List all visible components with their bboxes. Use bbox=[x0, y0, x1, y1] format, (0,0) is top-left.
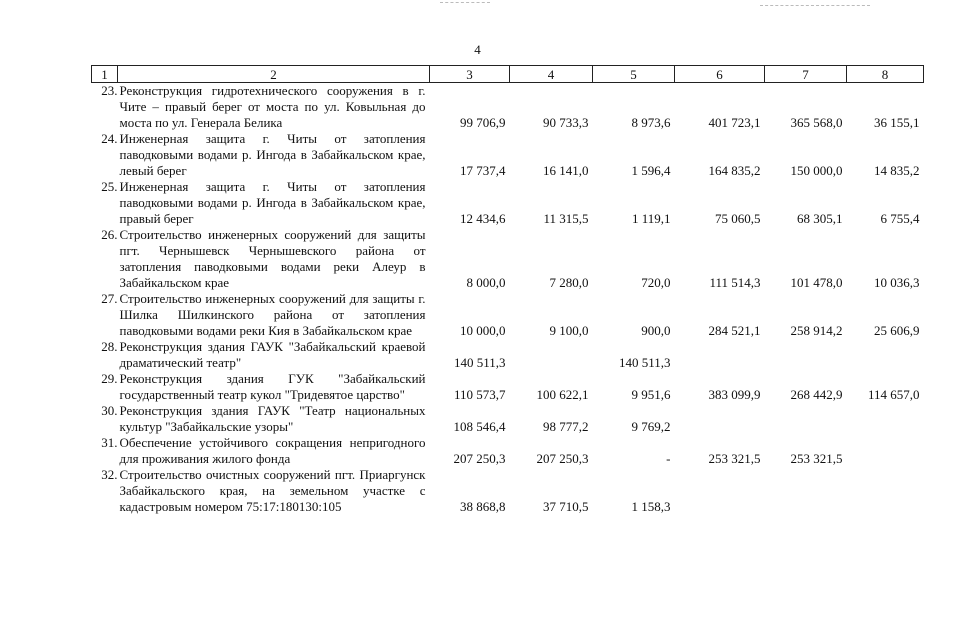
scan-artifact bbox=[440, 2, 490, 4]
value-cell-col6: 253 321,5 bbox=[708, 451, 761, 466]
table-row bbox=[92, 227, 924, 291]
object-name: Инженерная защита г. Читы от затопления паводковыми водами р. Ингода в Забайкальском крае, левый берег bbox=[119, 131, 426, 178]
value-cell-col3: 10 000,0 bbox=[460, 323, 506, 338]
value-cell-col5: 9 769,2 bbox=[631, 419, 671, 434]
value-cell-col8: 6 755,4 bbox=[880, 211, 920, 226]
value-cell-col3: 17 737,4 bbox=[460, 163, 506, 178]
value-cell-col5: - bbox=[666, 451, 671, 466]
value-cell-col3: 38 868,8 bbox=[460, 499, 506, 514]
value-cell-col4 bbox=[510, 339, 593, 371]
value-cell-col8 bbox=[847, 339, 924, 371]
value-cell-col6 bbox=[675, 403, 765, 435]
value-cell-col6: 284 521,1 bbox=[708, 323, 761, 338]
table-row bbox=[92, 435, 924, 467]
value-cell-col5: 140 511,3 bbox=[618, 355, 671, 370]
value-cell-col4: 11 315,5 bbox=[543, 211, 589, 226]
value-cell-col5: 1 596,4 bbox=[631, 163, 671, 178]
table-row bbox=[92, 403, 924, 435]
value-cell-col4: 9 100,0 bbox=[549, 323, 589, 338]
value-cell-col3: 207 250,3 bbox=[453, 451, 506, 466]
table-row bbox=[92, 291, 924, 339]
row-number: 26. bbox=[101, 227, 118, 242]
table-row bbox=[92, 371, 924, 403]
value-cell-col4: 16 141,0 bbox=[543, 163, 589, 178]
table-row bbox=[92, 179, 924, 227]
budget-table bbox=[91, 65, 924, 515]
object-name: Реконструкция гидротехнического сооружения в г. Чите – правый берег от моста по ул. Ковыльная до моста по ул. Генерала Белика bbox=[119, 83, 426, 130]
column-header: 1 bbox=[92, 66, 118, 83]
value-cell-col8 bbox=[847, 467, 924, 515]
row-number: 29. bbox=[101, 371, 118, 386]
value-cell-col4: 90 733,3 bbox=[543, 115, 589, 130]
value-cell-col8: 36 155,1 bbox=[874, 115, 920, 130]
value-cell-col8: 14 835,2 bbox=[874, 163, 920, 178]
value-cell-col5: 1 119,1 bbox=[631, 211, 671, 226]
value-cell-col8: 114 657,0 bbox=[867, 387, 920, 402]
value-cell-col4: 37 710,5 bbox=[543, 499, 589, 514]
value-cell-col6: 164 835,2 bbox=[708, 163, 761, 178]
value-cell-col3: 99 706,9 bbox=[460, 115, 506, 130]
object-name: Инженерная защита г. Читы от затопления паводковыми водами р. Ингода в Забайкальском крае, правый берег bbox=[119, 179, 426, 226]
value-cell-col7 bbox=[765, 339, 847, 371]
object-name: Строительство очистных сооружений пгт. Приаргунск Забайкальского края, на земельном участке с кадастровым номером 75:17:180130:105 bbox=[119, 467, 426, 514]
value-cell-col7: 101 478,0 bbox=[790, 275, 843, 290]
value-cell-col4: 7 280,0 bbox=[549, 275, 589, 290]
table-row bbox=[92, 339, 924, 371]
row-number: 30. bbox=[101, 403, 118, 418]
scan-artifact bbox=[760, 5, 870, 7]
row-number: 24. bbox=[101, 131, 118, 146]
column-header: 7 bbox=[765, 66, 847, 83]
value-cell-col5: 9 951,6 bbox=[631, 387, 671, 402]
value-cell-col4: 207 250,3 bbox=[536, 451, 589, 466]
value-cell-col5: 720,0 bbox=[641, 275, 671, 290]
table-header-row bbox=[92, 66, 924, 83]
value-cell-col6: 111 514,3 bbox=[709, 275, 761, 290]
value-cell-col5: 8 973,6 bbox=[631, 115, 671, 130]
value-cell-col7: 150 000,0 bbox=[790, 163, 843, 178]
table-row bbox=[92, 467, 924, 515]
value-cell-col6: 401 723,1 bbox=[708, 115, 761, 130]
value-cell-col5: 900,0 bbox=[641, 323, 671, 338]
object-name: Строительство инженерных сооружений для защиты пгт. Чернышевск Чернышевского района от затопления паводковыми водами реки Алеур в Забайкальском крае bbox=[119, 227, 426, 290]
value-cell-col4: 98 777,2 bbox=[543, 419, 589, 434]
column-header: 5 bbox=[593, 66, 675, 83]
row-number: 31. bbox=[101, 435, 118, 450]
object-name: Реконструкция здания ГУК "Забайкальский государственный театр кукол "Тридевятое царство" bbox=[119, 371, 426, 402]
column-header: 3 bbox=[430, 66, 510, 83]
object-name: Реконструкция здания ГАУК "Театр национальных культур "Забайкальские узоры" bbox=[119, 403, 426, 434]
row-number: 23. bbox=[101, 83, 118, 98]
value-cell-col7: 365 568,0 bbox=[790, 115, 843, 130]
value-cell-col3: 108 546,4 bbox=[453, 419, 506, 434]
page-number: 4 bbox=[474, 42, 481, 57]
value-cell-col3: 110 573,7 bbox=[453, 387, 506, 402]
value-cell-col7: 68 305,1 bbox=[797, 211, 843, 226]
value-cell-col7: 268 442,9 bbox=[790, 387, 843, 402]
column-header: 2 bbox=[118, 66, 430, 83]
table-row bbox=[92, 131, 924, 179]
value-cell-col7 bbox=[765, 467, 847, 515]
value-cell-col7: 258 914,2 bbox=[790, 323, 843, 338]
value-cell-col6: 75 060,5 bbox=[715, 211, 761, 226]
value-cell-col6: 383 099,9 bbox=[708, 387, 761, 402]
object-name: Реконструкция здания ГАУК "Забайкальский краевой драматический театр" bbox=[119, 339, 426, 370]
table-row bbox=[92, 83, 924, 132]
value-cell-col4: 100 622,1 bbox=[536, 387, 589, 402]
row-number: 32. bbox=[101, 467, 118, 482]
column-header: 4 bbox=[510, 66, 593, 83]
value-cell-col3: 140 511,3 bbox=[453, 355, 506, 370]
column-header: 6 bbox=[675, 66, 765, 83]
value-cell-col8 bbox=[847, 435, 924, 467]
value-cell-col8 bbox=[847, 403, 924, 435]
value-cell-col6 bbox=[675, 467, 765, 515]
object-name: Строительство инженерных сооружений для защиты г. Шилка Шилкинского района от затопления паводковыми водами реки Кия в Забайкальском крае bbox=[119, 291, 426, 338]
value-cell-col3: 12 434,6 bbox=[460, 211, 506, 226]
value-cell-col5: 1 158,3 bbox=[631, 499, 671, 514]
row-number: 27. bbox=[101, 291, 118, 306]
value-cell-col8: 10 036,3 bbox=[874, 275, 920, 290]
value-cell-col3: 8 000,0 bbox=[466, 275, 506, 290]
row-number: 25. bbox=[101, 179, 118, 194]
value-cell-col6 bbox=[675, 339, 765, 371]
value-cell-col8: 25 606,9 bbox=[874, 323, 920, 338]
row-number: 28. bbox=[101, 339, 118, 354]
value-cell-col7: 253 321,5 bbox=[790, 451, 843, 466]
column-header: 8 bbox=[847, 66, 924, 83]
object-name: Обеспечение устойчивого сокращения непригодного для проживания жилого фонда bbox=[119, 435, 426, 466]
value-cell-col7 bbox=[765, 403, 847, 435]
